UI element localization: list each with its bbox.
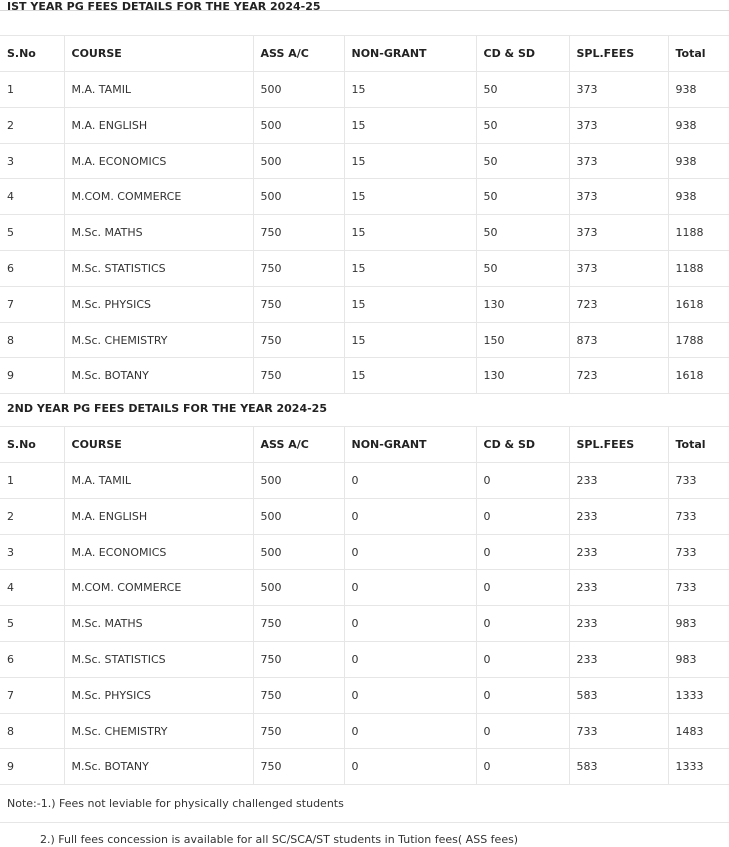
table-cell: 733 [668, 498, 729, 534]
table-cell: M.COM. COMMERCE [64, 179, 253, 215]
table-cell: 5 [0, 606, 64, 642]
column-header: Total [668, 427, 729, 463]
table-cell: 938 [668, 72, 729, 108]
table-row [0, 749, 729, 785]
table-cell: 5 [0, 215, 64, 251]
table-cell: 50 [476, 215, 569, 251]
table-cell: M.Sc. STATISTICS [64, 251, 253, 287]
table-cell: 0 [476, 463, 569, 499]
table-cell: 750 [253, 322, 344, 358]
table-cell: 373 [569, 251, 668, 287]
table-row [0, 358, 729, 394]
table-cell: M.A. ECONOMICS [64, 143, 253, 179]
column-header: S.No [0, 427, 64, 463]
table-cell: 15 [344, 322, 476, 358]
table-cell: 500 [253, 72, 344, 108]
table-row [0, 534, 729, 570]
table-row [0, 286, 729, 322]
table-cell: 233 [569, 642, 668, 678]
table-cell: 750 [253, 642, 344, 678]
table-cell: 0 [344, 713, 476, 749]
table-cell: 1788 [668, 322, 729, 358]
table-cell: 1333 [668, 749, 729, 785]
table-row [0, 179, 729, 215]
table-cell: 750 [253, 358, 344, 394]
table-cell: 938 [668, 143, 729, 179]
table-cell: 750 [253, 215, 344, 251]
table-cell: 750 [253, 749, 344, 785]
table-cell: 733 [668, 570, 729, 606]
table-cell: 0 [344, 534, 476, 570]
table-cell: 723 [569, 358, 668, 394]
table-cell: M.A. TAMIL [64, 463, 253, 499]
table-cell: 373 [569, 179, 668, 215]
first-year-fees-table [0, 0, 729, 394]
table-cell: M.Sc. CHEMISTRY [64, 322, 253, 358]
table-cell: 373 [569, 72, 668, 108]
column-header: COURSE [64, 36, 253, 72]
table-row [0, 143, 729, 179]
table-cell: M.Sc. CHEMISTRY [64, 713, 253, 749]
table-cell: 583 [569, 677, 668, 713]
table-cell: 15 [344, 251, 476, 287]
note-text: 2.) Full fees concession is available for all SC/SCA/ST students in Tution fees( ASS fees) [40, 833, 519, 846]
table-cell: 15 [344, 143, 476, 179]
table-cell: 15 [344, 286, 476, 322]
table-cell: 50 [476, 107, 569, 143]
column-header: SPL.FEES [569, 36, 668, 72]
table-cell: 1 [0, 463, 64, 499]
column-header: CD & SD [476, 427, 569, 463]
table-cell: M.Sc. MATHS [64, 215, 253, 251]
table-cell: 3 [0, 534, 64, 570]
table-cell: 500 [253, 570, 344, 606]
table-cell: 130 [476, 286, 569, 322]
table-cell: M.COM. COMMERCE [64, 570, 253, 606]
table-cell: 723 [569, 286, 668, 322]
table-row [0, 606, 729, 642]
table-cell: 1618 [668, 358, 729, 394]
table-cell: 983 [668, 642, 729, 678]
table-cell: 15 [344, 358, 476, 394]
table-header-row [0, 427, 729, 463]
table-cell: 500 [253, 107, 344, 143]
table-cell: M.Sc. BOTANY [64, 358, 253, 394]
table-row [0, 642, 729, 678]
column-header: S.No [0, 36, 64, 72]
table-cell: 0 [344, 677, 476, 713]
table-cell: M.Sc. MATHS [64, 606, 253, 642]
table-row [0, 107, 729, 143]
table-cell: 0 [344, 642, 476, 678]
table-cell: 3 [0, 143, 64, 179]
table-row [0, 713, 729, 749]
table-title: 2ND YEAR PG FEES DETAILS FOR THE YEAR 2024-25 [0, 391, 729, 427]
table-cell: 0 [344, 498, 476, 534]
table-cell: 0 [344, 463, 476, 499]
table-row [0, 570, 729, 606]
table-cell: 1188 [668, 251, 729, 287]
table-cell: 500 [253, 143, 344, 179]
table-cell: 500 [253, 534, 344, 570]
table-cell: 233 [569, 498, 668, 534]
table-cell: 500 [253, 463, 344, 499]
table-cell: 373 [569, 215, 668, 251]
table-cell: 0 [476, 534, 569, 570]
table-cell: 733 [569, 713, 668, 749]
table-cell: 233 [569, 463, 668, 499]
table-cell: 1483 [668, 713, 729, 749]
column-header: ASS A/C [253, 36, 344, 72]
table-cell: 0 [344, 570, 476, 606]
column-header: CD & SD [476, 36, 569, 72]
table-row [0, 251, 729, 287]
table-cell: 500 [253, 179, 344, 215]
table-cell: 373 [569, 107, 668, 143]
table-cell: 7 [0, 677, 64, 713]
table-cell: 1333 [668, 677, 729, 713]
column-header: Total [668, 36, 729, 72]
table-cell: 0 [476, 498, 569, 534]
table-cell: M.A. ENGLISH [64, 107, 253, 143]
table-cell: M.A. ENGLISH [64, 498, 253, 534]
table-cell: 0 [344, 749, 476, 785]
table-cell: 15 [344, 215, 476, 251]
column-header: NON-GRANT [344, 427, 476, 463]
table-title-row [0, 391, 729, 427]
table-cell: 50 [476, 179, 569, 215]
table-row [0, 322, 729, 358]
table-cell: 1618 [668, 286, 729, 322]
table-row [0, 72, 729, 108]
table-cell: 938 [668, 107, 729, 143]
table-title-row [0, 0, 729, 36]
table-cell: 750 [253, 677, 344, 713]
table-cell: M.Sc. STATISTICS [64, 642, 253, 678]
table-cell: 0 [476, 642, 569, 678]
table-cell: 750 [253, 251, 344, 287]
column-header: SPL.FEES [569, 427, 668, 463]
table-cell: 130 [476, 358, 569, 394]
table-cell: 150 [476, 322, 569, 358]
table-cell: 4 [0, 179, 64, 215]
table-cell: 938 [668, 179, 729, 215]
column-header: ASS A/C [253, 427, 344, 463]
table-cell: M.A. TAMIL [64, 72, 253, 108]
table-cell: 373 [569, 143, 668, 179]
table-cell: 0 [476, 749, 569, 785]
table-cell: M.A. ECONOMICS [64, 534, 253, 570]
table-cell: M.Sc. PHYSICS [64, 286, 253, 322]
table-cell: 583 [569, 749, 668, 785]
table-cell: 750 [253, 606, 344, 642]
second-year-fees-table [0, 391, 729, 785]
table-cell: 8 [0, 713, 64, 749]
table-cell: 500 [253, 498, 344, 534]
table-row [0, 463, 729, 499]
table-cell: 15 [344, 72, 476, 108]
table-header-row [0, 36, 729, 72]
table-cell: 0 [476, 570, 569, 606]
table-cell: 733 [668, 463, 729, 499]
table-cell: 750 [253, 286, 344, 322]
table-cell: M.Sc. PHYSICS [64, 677, 253, 713]
table-cell: 750 [253, 713, 344, 749]
table-row [0, 677, 729, 713]
table-cell: 8 [0, 322, 64, 358]
note-physically-challenged [0, 786, 729, 823]
table-cell: 2 [0, 498, 64, 534]
table-title: IST YEAR PG FEES DETAILS FOR THE YEAR 2024-25 [0, 0, 729, 36]
table-cell: 15 [344, 179, 476, 215]
table-cell: 0 [344, 606, 476, 642]
table-cell: 9 [0, 749, 64, 785]
table-cell: 9 [0, 358, 64, 394]
table-cell: 0 [476, 713, 569, 749]
table-cell: 6 [0, 251, 64, 287]
table-cell: 233 [569, 570, 668, 606]
table-cell: 7 [0, 286, 64, 322]
table-cell: 733 [668, 534, 729, 570]
table-cell: 233 [569, 606, 668, 642]
table-row [0, 498, 729, 534]
table-cell: 0 [476, 606, 569, 642]
note-text: Note:-1.) Fees not leviable for physically challenged students [7, 797, 344, 810]
table-cell: 1 [0, 72, 64, 108]
table-cell: 6 [0, 642, 64, 678]
table-cell: 4 [0, 570, 64, 606]
table-cell: 233 [569, 534, 668, 570]
column-header: NON-GRANT [344, 36, 476, 72]
table-cell: 50 [476, 72, 569, 108]
table-cell: 50 [476, 251, 569, 287]
table-cell: 0 [476, 677, 569, 713]
table-cell: 1188 [668, 215, 729, 251]
table-cell: 2 [0, 107, 64, 143]
table-cell: M.Sc. BOTANY [64, 749, 253, 785]
note-fee-concession [0, 822, 729, 847]
table-cell: 983 [668, 606, 729, 642]
table-cell: 50 [476, 143, 569, 179]
column-header: COURSE [64, 427, 253, 463]
table-cell: 873 [569, 322, 668, 358]
table-cell: 15 [344, 107, 476, 143]
table-row [0, 215, 729, 251]
